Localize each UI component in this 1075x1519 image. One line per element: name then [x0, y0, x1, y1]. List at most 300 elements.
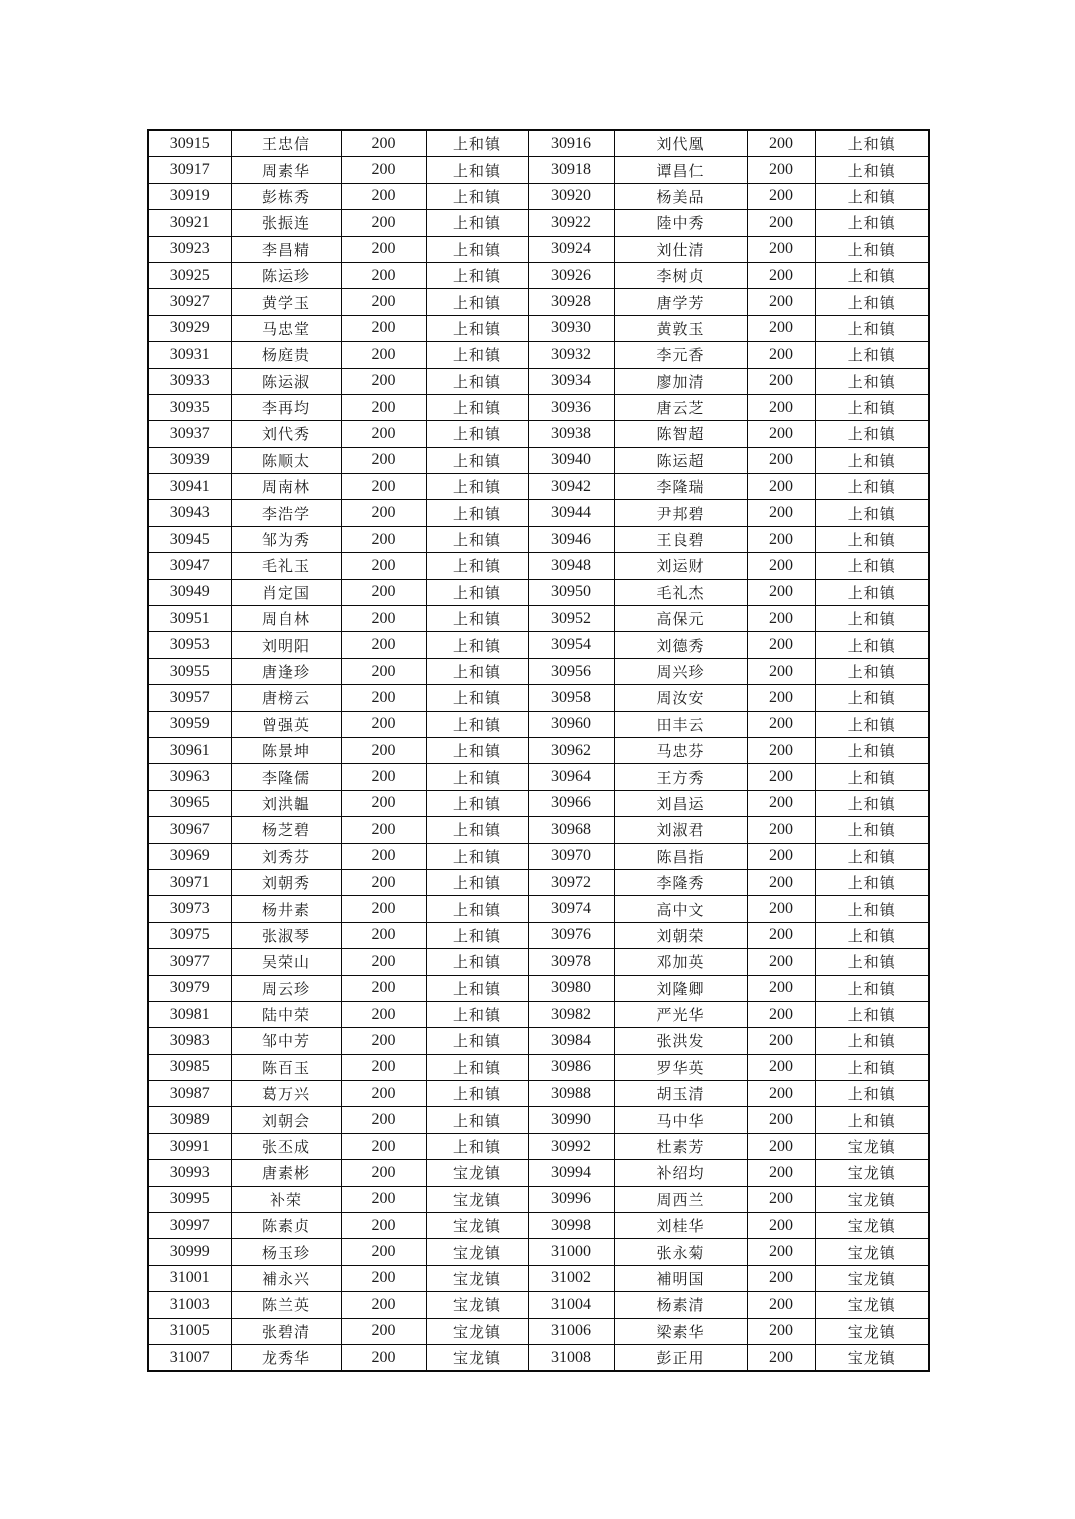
name-cell: 张淑琴 — [231, 922, 341, 948]
name-cell: 吴荣山 — [231, 949, 341, 975]
serial-cell: 30997 — [148, 1213, 231, 1239]
amount-cell: 200 — [747, 685, 815, 711]
serial-cell: 30981 — [148, 1001, 231, 1027]
town-cell: 上和镇 — [815, 421, 929, 447]
name-cell: 陈昌指 — [614, 843, 747, 869]
name-cell: 刘洪韞 — [231, 790, 341, 816]
amount-cell: 200 — [341, 1160, 426, 1186]
table-row — [148, 922, 929, 948]
serial-cell: 30959 — [148, 711, 231, 737]
serial-cell: 30967 — [148, 817, 231, 843]
amount-cell: 200 — [747, 1292, 815, 1318]
name-cell: 周素华 — [231, 157, 341, 183]
amount-cell: 200 — [747, 949, 815, 975]
serial-cell: 30927 — [148, 289, 231, 315]
table-row — [148, 843, 929, 869]
serial-cell: 30994 — [528, 1160, 614, 1186]
name-cell: 刘明阳 — [231, 632, 341, 658]
serial-cell: 30936 — [528, 394, 614, 420]
town-cell: 宝龙镇 — [815, 1133, 929, 1159]
serial-cell: 30939 — [148, 447, 231, 473]
name-cell: 刘隆卿 — [614, 975, 747, 1001]
town-cell: 上和镇 — [815, 289, 929, 315]
serial-cell: 30993 — [148, 1160, 231, 1186]
town-cell: 宝龙镇 — [815, 1186, 929, 1212]
town-cell: 上和镇 — [426, 394, 528, 420]
amount-cell: 200 — [341, 975, 426, 1001]
town-cell: 上和镇 — [426, 869, 528, 895]
name-cell: 王良碧 — [614, 526, 747, 552]
name-cell: 刘朝荣 — [614, 922, 747, 948]
town-cell: 上和镇 — [426, 843, 528, 869]
amount-cell: 200 — [747, 975, 815, 1001]
table-row — [148, 1239, 929, 1265]
name-cell: 马中华 — [614, 1107, 747, 1133]
name-cell: 邹为秀 — [231, 526, 341, 552]
table-row — [148, 1001, 929, 1027]
serial-cell: 31007 — [148, 1344, 231, 1371]
serial-cell: 30996 — [528, 1186, 614, 1212]
amount-cell: 200 — [747, 790, 815, 816]
serial-cell: 30998 — [528, 1213, 614, 1239]
name-cell: 杨素清 — [614, 1292, 747, 1318]
name-cell: 曾强英 — [231, 711, 341, 737]
amount-cell: 200 — [341, 183, 426, 209]
town-cell: 上和镇 — [815, 1001, 929, 1027]
town-cell: 宝龙镇 — [815, 1318, 929, 1344]
town-cell: 上和镇 — [426, 817, 528, 843]
name-cell: 邹中芳 — [231, 1028, 341, 1054]
amount-cell: 200 — [341, 949, 426, 975]
town-cell: 上和镇 — [815, 474, 929, 500]
serial-cell: 30999 — [148, 1239, 231, 1265]
town-cell: 上和镇 — [426, 764, 528, 790]
serial-cell: 30970 — [528, 843, 614, 869]
town-cell: 上和镇 — [426, 737, 528, 763]
amount-cell: 200 — [341, 1344, 426, 1371]
name-cell: 杨芝碧 — [231, 817, 341, 843]
serial-cell: 30934 — [528, 368, 614, 394]
serial-cell: 30918 — [528, 157, 614, 183]
serial-cell: 30947 — [148, 553, 231, 579]
amount-cell: 200 — [341, 1292, 426, 1318]
table-row — [148, 1186, 929, 1212]
name-cell: 陈运超 — [614, 447, 747, 473]
amount-cell: 200 — [747, 315, 815, 341]
table-row — [148, 183, 929, 209]
serial-cell: 30940 — [528, 447, 614, 473]
town-cell: 宝龙镇 — [815, 1292, 929, 1318]
amount-cell: 200 — [747, 1028, 815, 1054]
town-cell: 上和镇 — [426, 711, 528, 737]
town-cell: 宝龙镇 — [815, 1265, 929, 1291]
serial-cell: 30983 — [148, 1028, 231, 1054]
serial-cell: 30948 — [528, 553, 614, 579]
name-cell: 周汝安 — [614, 685, 747, 711]
serial-cell: 30954 — [528, 632, 614, 658]
town-cell: 上和镇 — [426, 1107, 528, 1133]
amount-cell: 200 — [747, 289, 815, 315]
town-cell: 上和镇 — [815, 896, 929, 922]
name-cell: 杨井素 — [231, 896, 341, 922]
town-cell: 上和镇 — [426, 685, 528, 711]
town-cell: 宝龙镇 — [426, 1160, 528, 1186]
name-cell: 陸中秀 — [614, 210, 747, 236]
name-cell: 补绍均 — [614, 1160, 747, 1186]
town-cell: 上和镇 — [426, 949, 528, 975]
table-row — [148, 447, 929, 473]
serial-cell: 30935 — [148, 394, 231, 420]
table-row — [148, 1133, 929, 1159]
amount-cell: 200 — [747, 922, 815, 948]
amount-cell: 200 — [747, 579, 815, 605]
name-cell: 刘桂华 — [614, 1213, 747, 1239]
serial-cell: 30931 — [148, 342, 231, 368]
amount-cell: 200 — [747, 1239, 815, 1265]
name-cell: 王方秀 — [614, 764, 747, 790]
serial-cell: 30990 — [528, 1107, 614, 1133]
name-cell: 周兴珍 — [614, 658, 747, 684]
name-cell: 李隆儒 — [231, 764, 341, 790]
town-cell: 上和镇 — [815, 1081, 929, 1107]
serial-cell: 30962 — [528, 737, 614, 763]
name-cell: 尹邦碧 — [614, 500, 747, 526]
serial-cell: 30979 — [148, 975, 231, 1001]
table-row — [148, 262, 929, 288]
amount-cell: 200 — [341, 1186, 426, 1212]
amount-cell: 200 — [747, 869, 815, 895]
town-cell: 上和镇 — [426, 790, 528, 816]
town-cell: 上和镇 — [426, 315, 528, 341]
table-row — [148, 421, 929, 447]
amount-cell: 200 — [341, 711, 426, 737]
serial-cell: 30924 — [528, 236, 614, 262]
serial-cell: 30917 — [148, 157, 231, 183]
name-cell: 马忠堂 — [231, 315, 341, 341]
town-cell: 上和镇 — [426, 922, 528, 948]
name-cell: 杨美品 — [614, 183, 747, 209]
amount-cell: 200 — [341, 1081, 426, 1107]
name-cell: 刘运财 — [614, 553, 747, 579]
town-cell: 上和镇 — [426, 474, 528, 500]
town-cell: 上和镇 — [815, 1028, 929, 1054]
amount-cell: 200 — [747, 1186, 815, 1212]
town-cell: 上和镇 — [426, 632, 528, 658]
serial-cell: 30988 — [528, 1081, 614, 1107]
town-cell: 上和镇 — [815, 447, 929, 473]
amount-cell: 200 — [747, 368, 815, 394]
table-row — [148, 553, 929, 579]
name-cell: 陈素贞 — [231, 1213, 341, 1239]
town-cell: 宝龙镇 — [426, 1265, 528, 1291]
serial-cell: 30964 — [528, 764, 614, 790]
town-cell: 宝龙镇 — [426, 1186, 528, 1212]
name-cell: 刘秀芬 — [231, 843, 341, 869]
name-cell: 王忠信 — [231, 130, 341, 157]
town-cell: 宝龙镇 — [815, 1239, 929, 1265]
table-row — [148, 394, 929, 420]
amount-cell: 200 — [747, 1133, 815, 1159]
serial-cell: 30955 — [148, 658, 231, 684]
amount-cell: 200 — [747, 526, 815, 552]
table-row — [148, 790, 929, 816]
table-row — [148, 1028, 929, 1054]
town-cell: 上和镇 — [815, 949, 929, 975]
table-row — [148, 975, 929, 1001]
amount-cell: 200 — [341, 658, 426, 684]
name-cell: 邓加英 — [614, 949, 747, 975]
town-cell: 上和镇 — [815, 685, 929, 711]
serial-cell: 30960 — [528, 711, 614, 737]
amount-cell: 200 — [341, 1107, 426, 1133]
serial-cell: 30937 — [148, 421, 231, 447]
table-row — [148, 1081, 929, 1107]
name-cell: 杜素芳 — [614, 1133, 747, 1159]
amount-cell: 200 — [341, 130, 426, 157]
table-row — [148, 579, 929, 605]
amount-cell: 200 — [747, 1160, 815, 1186]
name-cell: 张丕成 — [231, 1133, 341, 1159]
name-cell: 廖加清 — [614, 368, 747, 394]
serial-cell: 30982 — [528, 1001, 614, 1027]
town-cell: 上和镇 — [426, 157, 528, 183]
name-cell: 彭正用 — [614, 1344, 747, 1371]
town-cell: 上和镇 — [815, 658, 929, 684]
serial-cell: 30989 — [148, 1107, 231, 1133]
table-row — [148, 711, 929, 737]
table-row — [148, 869, 929, 895]
amount-cell: 200 — [341, 474, 426, 500]
name-cell: 李树贞 — [614, 262, 747, 288]
name-cell: 陈百玉 — [231, 1054, 341, 1080]
town-cell: 上和镇 — [426, 1001, 528, 1027]
name-cell: 周南林 — [231, 474, 341, 500]
amount-cell: 200 — [747, 896, 815, 922]
amount-cell: 200 — [747, 843, 815, 869]
serial-cell: 31004 — [528, 1292, 614, 1318]
name-cell: 李浩学 — [231, 500, 341, 526]
name-cell: 毛礼玉 — [231, 553, 341, 579]
town-cell: 上和镇 — [815, 394, 929, 420]
amount-cell: 200 — [341, 262, 426, 288]
serial-cell: 30975 — [148, 922, 231, 948]
table-row — [148, 157, 929, 183]
town-cell: 上和镇 — [815, 737, 929, 763]
town-cell: 上和镇 — [815, 632, 929, 658]
table-row — [148, 1160, 929, 1186]
town-cell: 上和镇 — [426, 289, 528, 315]
serial-cell: 30916 — [528, 130, 614, 157]
table-row — [148, 632, 929, 658]
town-cell: 上和镇 — [426, 236, 528, 262]
amount-cell: 200 — [341, 896, 426, 922]
name-cell: 马忠芬 — [614, 737, 747, 763]
amount-cell: 200 — [341, 843, 426, 869]
amount-cell: 200 — [341, 368, 426, 394]
serial-cell: 31002 — [528, 1265, 614, 1291]
name-cell: 刘代秀 — [231, 421, 341, 447]
name-cell: 唐学芳 — [614, 289, 747, 315]
town-cell: 宝龙镇 — [426, 1239, 528, 1265]
table-row — [148, 685, 929, 711]
town-cell: 上和镇 — [426, 606, 528, 632]
table-row — [148, 817, 929, 843]
name-cell: 刘朝秀 — [231, 869, 341, 895]
table-row — [148, 1344, 929, 1371]
serial-cell: 30945 — [148, 526, 231, 552]
name-cell: 唐榜云 — [231, 685, 341, 711]
amount-cell: 200 — [747, 658, 815, 684]
table-row — [148, 1054, 929, 1080]
serial-cell: 30980 — [528, 975, 614, 1001]
amount-cell: 200 — [341, 1318, 426, 1344]
serial-cell: 30966 — [528, 790, 614, 816]
amount-cell: 200 — [747, 1213, 815, 1239]
name-cell: 陈顺太 — [231, 447, 341, 473]
town-cell: 上和镇 — [426, 447, 528, 473]
amount-cell: 200 — [341, 1133, 426, 1159]
amount-cell: 200 — [747, 474, 815, 500]
amount-cell: 200 — [341, 289, 426, 315]
serial-cell: 30952 — [528, 606, 614, 632]
serial-cell: 30973 — [148, 896, 231, 922]
table-row — [148, 500, 929, 526]
amount-cell: 200 — [341, 1054, 426, 1080]
name-cell: 杨玉珍 — [231, 1239, 341, 1265]
table-row — [148, 342, 929, 368]
amount-cell: 200 — [747, 632, 815, 658]
table-row — [148, 1107, 929, 1133]
name-cell: 黄学玉 — [231, 289, 341, 315]
serial-cell: 30951 — [148, 606, 231, 632]
serial-cell: 30933 — [148, 368, 231, 394]
name-cell: 高中文 — [614, 896, 747, 922]
name-cell: 李再均 — [231, 394, 341, 420]
serial-cell: 30942 — [528, 474, 614, 500]
amount-cell: 200 — [747, 394, 815, 420]
town-cell: 上和镇 — [815, 157, 929, 183]
table-row — [148, 949, 929, 975]
town-cell: 上和镇 — [426, 975, 528, 1001]
table-row — [148, 474, 929, 500]
amount-cell: 200 — [341, 1265, 426, 1291]
serial-cell: 30985 — [148, 1054, 231, 1080]
amount-cell: 200 — [341, 157, 426, 183]
serial-cell: 30976 — [528, 922, 614, 948]
town-cell: 上和镇 — [426, 368, 528, 394]
serial-cell: 31000 — [528, 1239, 614, 1265]
serial-cell: 30950 — [528, 579, 614, 605]
name-cell: 刘代凰 — [614, 130, 747, 157]
town-cell: 上和镇 — [426, 421, 528, 447]
table-row — [148, 368, 929, 394]
amount-cell: 200 — [747, 236, 815, 262]
serial-cell: 30995 — [148, 1186, 231, 1212]
serial-cell: 30941 — [148, 474, 231, 500]
serial-cell: 30991 — [148, 1133, 231, 1159]
amount-cell: 200 — [747, 1081, 815, 1107]
town-cell: 上和镇 — [426, 1028, 528, 1054]
table-row — [148, 737, 929, 763]
name-cell: 张永菊 — [614, 1239, 747, 1265]
amount-cell: 200 — [747, 500, 815, 526]
name-cell: 刘昌运 — [614, 790, 747, 816]
name-cell: 田丰云 — [614, 711, 747, 737]
amount-cell: 200 — [747, 157, 815, 183]
town-cell: 上和镇 — [426, 210, 528, 236]
amount-cell: 200 — [747, 130, 815, 157]
serial-cell: 30943 — [148, 500, 231, 526]
serial-cell: 31008 — [528, 1344, 614, 1371]
table-row — [148, 289, 929, 315]
amount-cell: 200 — [341, 394, 426, 420]
serial-cell: 30920 — [528, 183, 614, 209]
serial-cell: 30928 — [528, 289, 614, 315]
town-cell: 上和镇 — [815, 210, 929, 236]
name-cell: 葛万兴 — [231, 1081, 341, 1107]
name-cell: 陈智超 — [614, 421, 747, 447]
serial-cell: 30946 — [528, 526, 614, 552]
amount-cell: 200 — [747, 1318, 815, 1344]
name-cell: 补荣 — [231, 1186, 341, 1212]
table-row — [148, 658, 929, 684]
amount-cell: 200 — [341, 1028, 426, 1054]
table-row — [148, 130, 929, 157]
amount-cell: 200 — [341, 869, 426, 895]
town-cell: 上和镇 — [815, 922, 929, 948]
town-cell: 上和镇 — [815, 1107, 929, 1133]
town-cell: 宝龙镇 — [426, 1344, 528, 1371]
town-cell: 上和镇 — [815, 315, 929, 341]
town-cell: 上和镇 — [815, 711, 929, 737]
name-cell: 胡玉清 — [614, 1081, 747, 1107]
amount-cell: 200 — [341, 210, 426, 236]
table-row — [148, 1213, 929, 1239]
serial-cell: 30957 — [148, 685, 231, 711]
amount-cell: 200 — [341, 579, 426, 605]
amount-cell: 200 — [747, 342, 815, 368]
serial-cell: 30932 — [528, 342, 614, 368]
name-cell: 唐逢珍 — [231, 658, 341, 684]
serial-cell: 30958 — [528, 685, 614, 711]
serial-cell: 30923 — [148, 236, 231, 262]
amount-cell: 200 — [747, 183, 815, 209]
town-cell: 上和镇 — [426, 130, 528, 157]
name-cell: 李元香 — [614, 342, 747, 368]
name-cell: 张振连 — [231, 210, 341, 236]
amount-cell: 200 — [341, 922, 426, 948]
serial-cell: 30961 — [148, 737, 231, 763]
table-row — [148, 526, 929, 552]
name-cell: 陈景坤 — [231, 737, 341, 763]
name-cell: 刘德秀 — [614, 632, 747, 658]
amount-cell: 200 — [747, 262, 815, 288]
table-row — [148, 896, 929, 922]
serial-cell: 30972 — [528, 869, 614, 895]
town-cell: 上和镇 — [815, 262, 929, 288]
town-cell: 上和镇 — [815, 869, 929, 895]
beneficiary-table — [147, 129, 930, 1372]
amount-cell: 200 — [341, 447, 426, 473]
name-cell: 张洪发 — [614, 1028, 747, 1054]
town-cell: 上和镇 — [815, 368, 929, 394]
serial-cell: 30977 — [148, 949, 231, 975]
table-row — [148, 315, 929, 341]
serial-cell: 30974 — [528, 896, 614, 922]
amount-cell: 200 — [747, 1344, 815, 1371]
serial-cell: 30929 — [148, 315, 231, 341]
town-cell: 上和镇 — [426, 183, 528, 209]
